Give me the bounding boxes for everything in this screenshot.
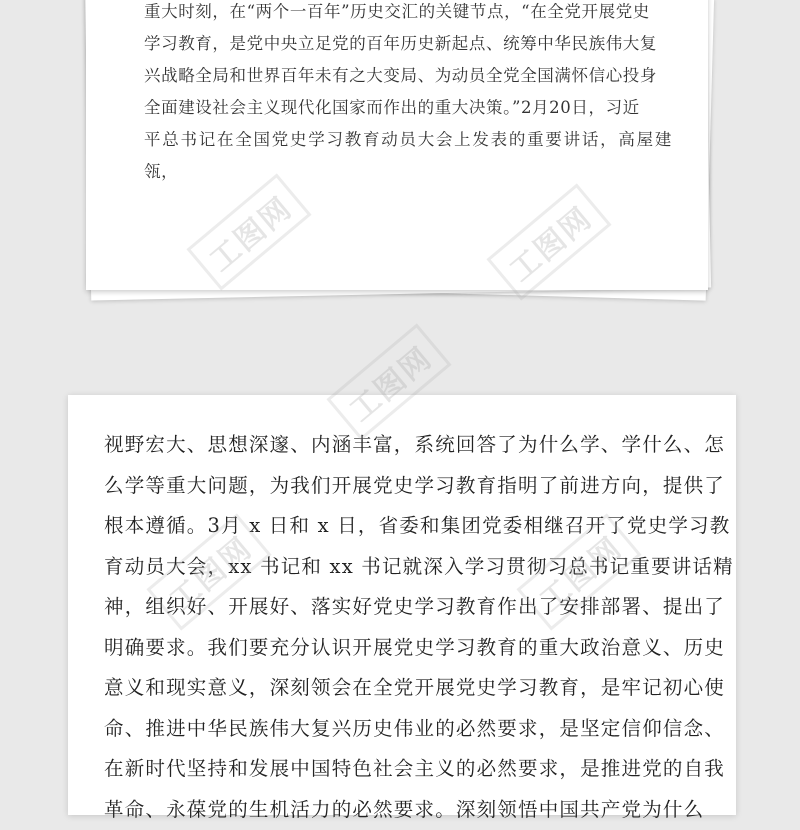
text-line: 意义和现实意义，深刻领会在全党开展党史学习教育，是牢记初心使 — [104, 668, 704, 709]
main-page-text — [104, 425, 704, 830]
text-line: 平总书记在全国党史学习教育动员大会上发表的重要讲话，高屋建瓴， — [144, 124, 672, 188]
watermark-logo: 工图网 — [186, 173, 311, 290]
text-line: 明确要求。我们要充分认识开展党史学习教育的重大政治意义、历史 — [104, 628, 704, 669]
top-document-page — [86, 0, 708, 290]
text-line: 全面建设社会主义现代化国家而作出的重大决策。”2月20日，习近 — [144, 92, 672, 124]
text-line: 根本遵循。3月 x 日和 x 日，省委和集团党委相继召开了党史学习教 — [104, 506, 704, 547]
watermark-logo: 工图网 — [146, 513, 271, 630]
text-line: 么学等重大问题，为我们开展党史学习教育指明了前进方向，提供了 — [104, 466, 704, 507]
watermark-logo: 工图网 — [516, 513, 641, 630]
text-line: 视野宏大、思想深邃、内涵丰富，系统回答了为什么学、学什么、怎 — [104, 425, 704, 466]
text-line: 在新时代坚持和发展中国特色社会主义的必然要求，是推进党的自我 — [104, 749, 704, 790]
watermark-logo: 工图网 — [326, 323, 451, 440]
text-line: 命、推进中华民族伟大复兴历史伟业的必然要求，是坚定信仰信念、 — [104, 709, 704, 750]
text-line: 神，组织好、开展好、落实好党史学习教育作出了安排部署、提出了 — [104, 587, 704, 628]
top-page-text — [144, 0, 672, 188]
watermark-logo: 工图网 — [486, 183, 611, 300]
text-line: 重大时刻，在“两个一百年”历史交汇的关键节点，“在全党开展党史 — [144, 0, 672, 28]
main-document-page — [68, 395, 736, 815]
text-line: 学习教育，是党中央立足党的百年历史新起点、统筹中华民族伟大复 — [144, 28, 672, 60]
text-line: 革命、永葆党的生机活力的必然要求。深刻领悟中国共产党为什么 — [104, 790, 704, 830]
text-line: 兴战略全局和世界百年未有之大变局、为动员全党全国满怀信心投身 — [144, 60, 672, 92]
text-line: 育动员大会，xx 书记和 xx 书记就深入学习贯彻习总书记重要讲话精 — [104, 547, 704, 588]
